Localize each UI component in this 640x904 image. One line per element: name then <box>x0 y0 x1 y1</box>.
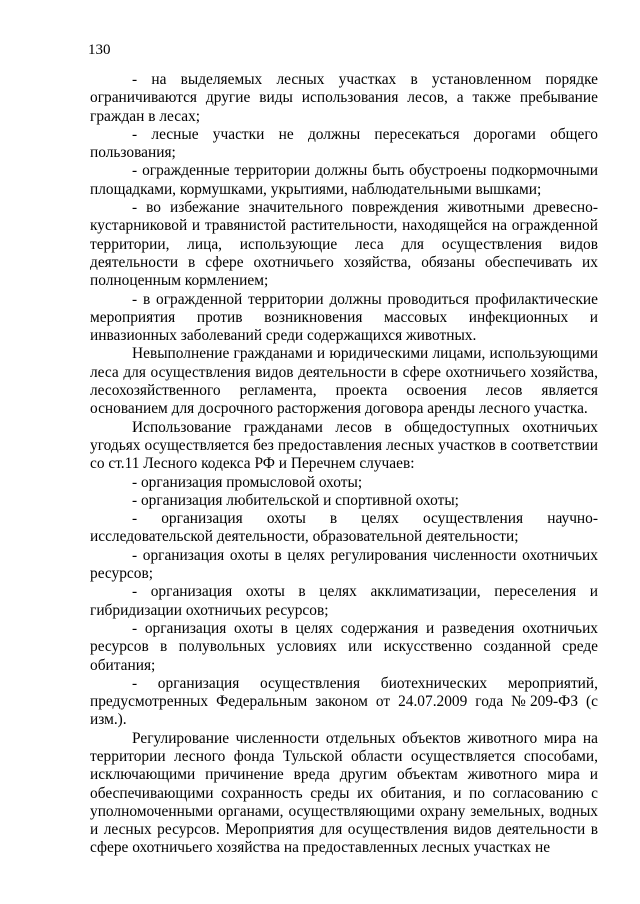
list-item: - организация промысловой охоты; <box>132 473 363 491</box>
list-item: - организация любительской и спортивной охоты; <box>132 491 459 509</box>
paragraph: Использование гражданами лесов в общедоступных охотничьих угодьях осуществляется без предоставления лесных участков в соответствии со ст.11 Лесного кодекса РФ и Перечнем случаев: <box>90 418 598 473</box>
paragraph: Невыполнение гражданами и юридическими лицами, использующими леса для осуществления видов деятельности в сфере охотничьего хозяйства, лесохозяйственного регламента, проекта освоения лесов является основанием для досрочного расторжения договора аренды лесного участка. <box>90 345 598 418</box>
paragraph: - лесные участки не должны пересекаться дорогами общего пользования; <box>90 125 598 162</box>
list-item: - организация охоты в целях акклиматизации, переселения и гибридизации охотничьих ресурсов; <box>90 583 598 619</box>
page-number: 130 <box>88 42 111 58</box>
list-item: - организация охоты в целях осуществления научно-исследовательской деятельности, образовательной деятельности; <box>90 510 598 546</box>
list-item: - организация охоты в целях содержания и разведения охотничьих ресурсов в полувольных условиях или искусственно созданной среде обитания; <box>90 619 598 674</box>
paragraph: - на выделяемых лесных участках в установленном порядке ограничиваются другие виды использования лесов, а также пребывание граждан в лесах; <box>90 71 598 125</box>
paragraph: Регулирование численности отдельных объектов животного мира на территории лесного фонда Тульской области осуществляется способами, исключающими причинение вреда другим объектам животного мира и обеспечивающими сохранность среды их обитания, и по согласованию с уполномоченными органами, осуществляющими охрану земельных, водных и лесных ресурсов. Мероприятия для осуществления видов деятельности в сфере охотничьего хозяйства на предоставленных лесных участках не <box>90 729 598 857</box>
paragraph: - огражденные территории должны быть обустроены подкормочными площадками, кормушками, укрытиями, наблюдательными вышками; <box>90 162 598 198</box>
list-item: - организация охоты в целях регулирования численности охотничьих ресурсов; <box>90 546 598 583</box>
list-item: - организация осуществления биотехнических мероприятий, предусмотренных Федеральным законом от 24.07.2009 года №209-ФЗ (с изм.). <box>90 674 598 729</box>
paragraph: - в огражденной территории должны проводиться профилактические мероприятия против возникновения массовых инфекционных и инвазионных заболеваний среди содержащихся животных. <box>90 290 598 345</box>
paragraph: - во избежание значительного повреждения животными древесно-кустарниковой и травянистой растительности, находящейся на огражденной территории, лица, использующие леса для осуществления видов деятельности в сфере охотничьего хозяйства, обязаны обеспечивать их полноценным кормлением; <box>90 199 598 290</box>
document-body <box>90 71 598 858</box>
